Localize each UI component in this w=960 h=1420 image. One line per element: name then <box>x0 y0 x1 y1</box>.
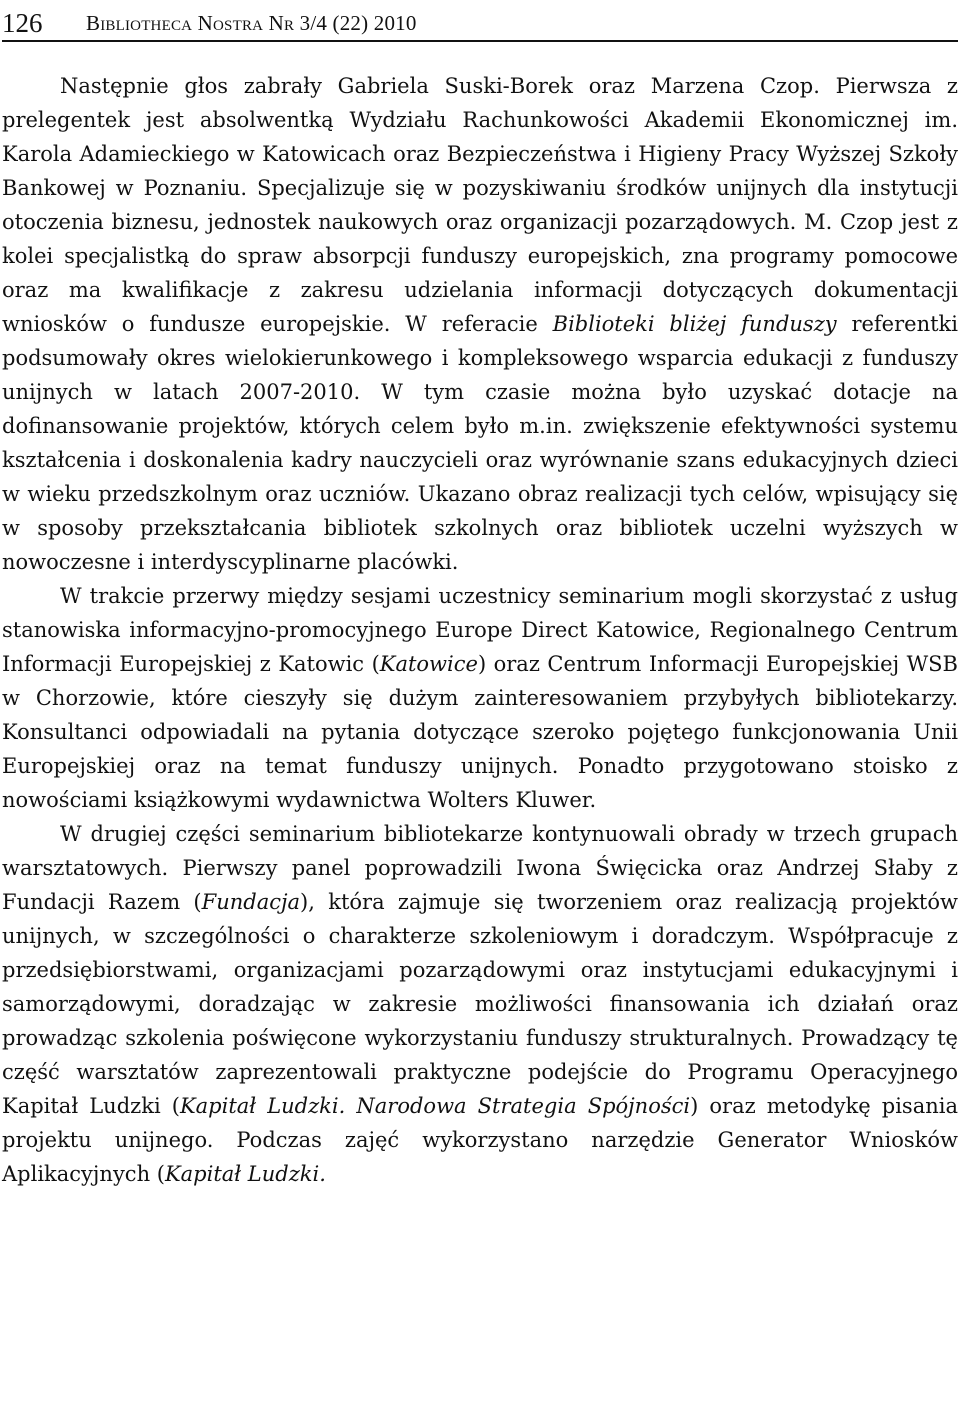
paragraph-break-session <box>2 579 958 817</box>
paragraph-text: W drugiej części seminarium bibliotekarze kontynuowali obrady w trzech grupach warsztatowych. Pierwszy panel poprowadzili Iwona Święcicka oraz Andrzej Słaby z Fundacji Razem ( <box>2 822 958 914</box>
page-number: 126 <box>2 8 43 38</box>
paper-title-italic: Biblioteki bliżej funduszy <box>552 312 837 336</box>
paragraph-text: ), która zajmuje się tworzeniem oraz realizacją projektów unijnych, w szczególności o charakterze szkoleniowym i doradczym. Współpracuje z przedsiębiorstwami, organizacjami pozarządowymi oraz instytucjami edukacyjnymi i samorządowymi, doradzając w zakresie możliwości finansowania ich działań oraz prowadząc szkolenia poświęcone wykorzystaniu funduszy strukturalnych. Prowadzący tę część warsztatów zaprezentowali praktyczne podejście do Programu Operacyjnego Kapitał Ludzki ( <box>2 890 958 1118</box>
paragraph-workshops <box>2 817 958 1191</box>
journal-title: Bibliotheca Nostra Nr 3/4 (22) 2010 <box>86 11 417 35</box>
paragraph-text: ) oraz Centrum Informacji Europejskiej WSB w Chorzowie, które cieszyły się dużym zainteresowaniem przybyłych bibliotekarzy. Konsultanci odpowiadali na pytania dotyczące szeroko pojętego funkcjonowania Unii Europejskiej oraz na temat funduszy unijnych. Ponadto przygotowano stoisko z nowościami książkowymi wydawnictwa Wolters Kluwer. <box>2 652 958 812</box>
running-header <box>2 0 958 42</box>
source-italic: Kapitał Ludzki. Narodowa Strategia Spójności <box>179 1094 691 1118</box>
paragraph-text: W trakcie przerwy między sesjami uczestnicy seminarium mogli skorzystać z usług stanowiska informacyjno-promocyjnego Europe Direct Katowice, Regionalnego Centrum Informacji Europejskiej z Katowic ( <box>2 584 958 676</box>
paragraph-text: referentki podsumowały okres wielokierunkowego i kompleksowego wsparcia edukacji z funduszy unijnych w latach 2007-2010. W tym czasie można było uzyskać dotacje na dofinansowanie projektów, których celem było m.in. zwiększenie efektywności systemu kształcenia i doskonalenia kadry nauczycieli oraz wyrównanie szans edukacyjnych dzieci w wieku przedszkolnym oraz uczniów. Ukazano obraz realizacji tych celów, wpisujący się w sposoby przekształcania bibliotek szkolnych oraz bibliotek uczelni wyższych w nowoczesne i interdyscyplinarne placówki. <box>2 312 958 574</box>
institution-italic: Fundacja <box>201 890 301 914</box>
paragraph-text: Następnie głos zabrały Gabriela Suski-Borek oraz Marzena Czop. Pierwsza z prelegentek jest absolwentką Wydziału Rachunkowości Akademii Ekonomicznej im. Karola Adamieckiego w Katowicach oraz Bezpieczeństwa i Higieny Pracy Wyższej Szkoły Bankowej w Poznaniu. Specjalizuje się w pozyskiwaniu środków unijnych dla instytucji otoczenia biznesu, jednostek naukowych oraz organizacji pozarządowych. M. Czop jest z kolei specjalistką do spraw absorpcji funduszy europejskich, zna programy pomocowe oraz ma kwalifikacje z zakresu udzielania informacji dotyczących dokumentacji wniosków o fundusze europejskie. W referacie <box>2 74 958 336</box>
article-body <box>2 69 958 1191</box>
paragraph-speakers <box>2 69 958 579</box>
source-italic: Kapitał Ludzki. <box>164 1162 326 1186</box>
paragraph-text: ) oraz metodykę pisania projektu unijnego. Podczas zajęć wykorzystano narzędzie Generator Wniosków Aplikacyjnych ( <box>2 1094 958 1186</box>
institution-italic: Katowice <box>379 652 478 676</box>
